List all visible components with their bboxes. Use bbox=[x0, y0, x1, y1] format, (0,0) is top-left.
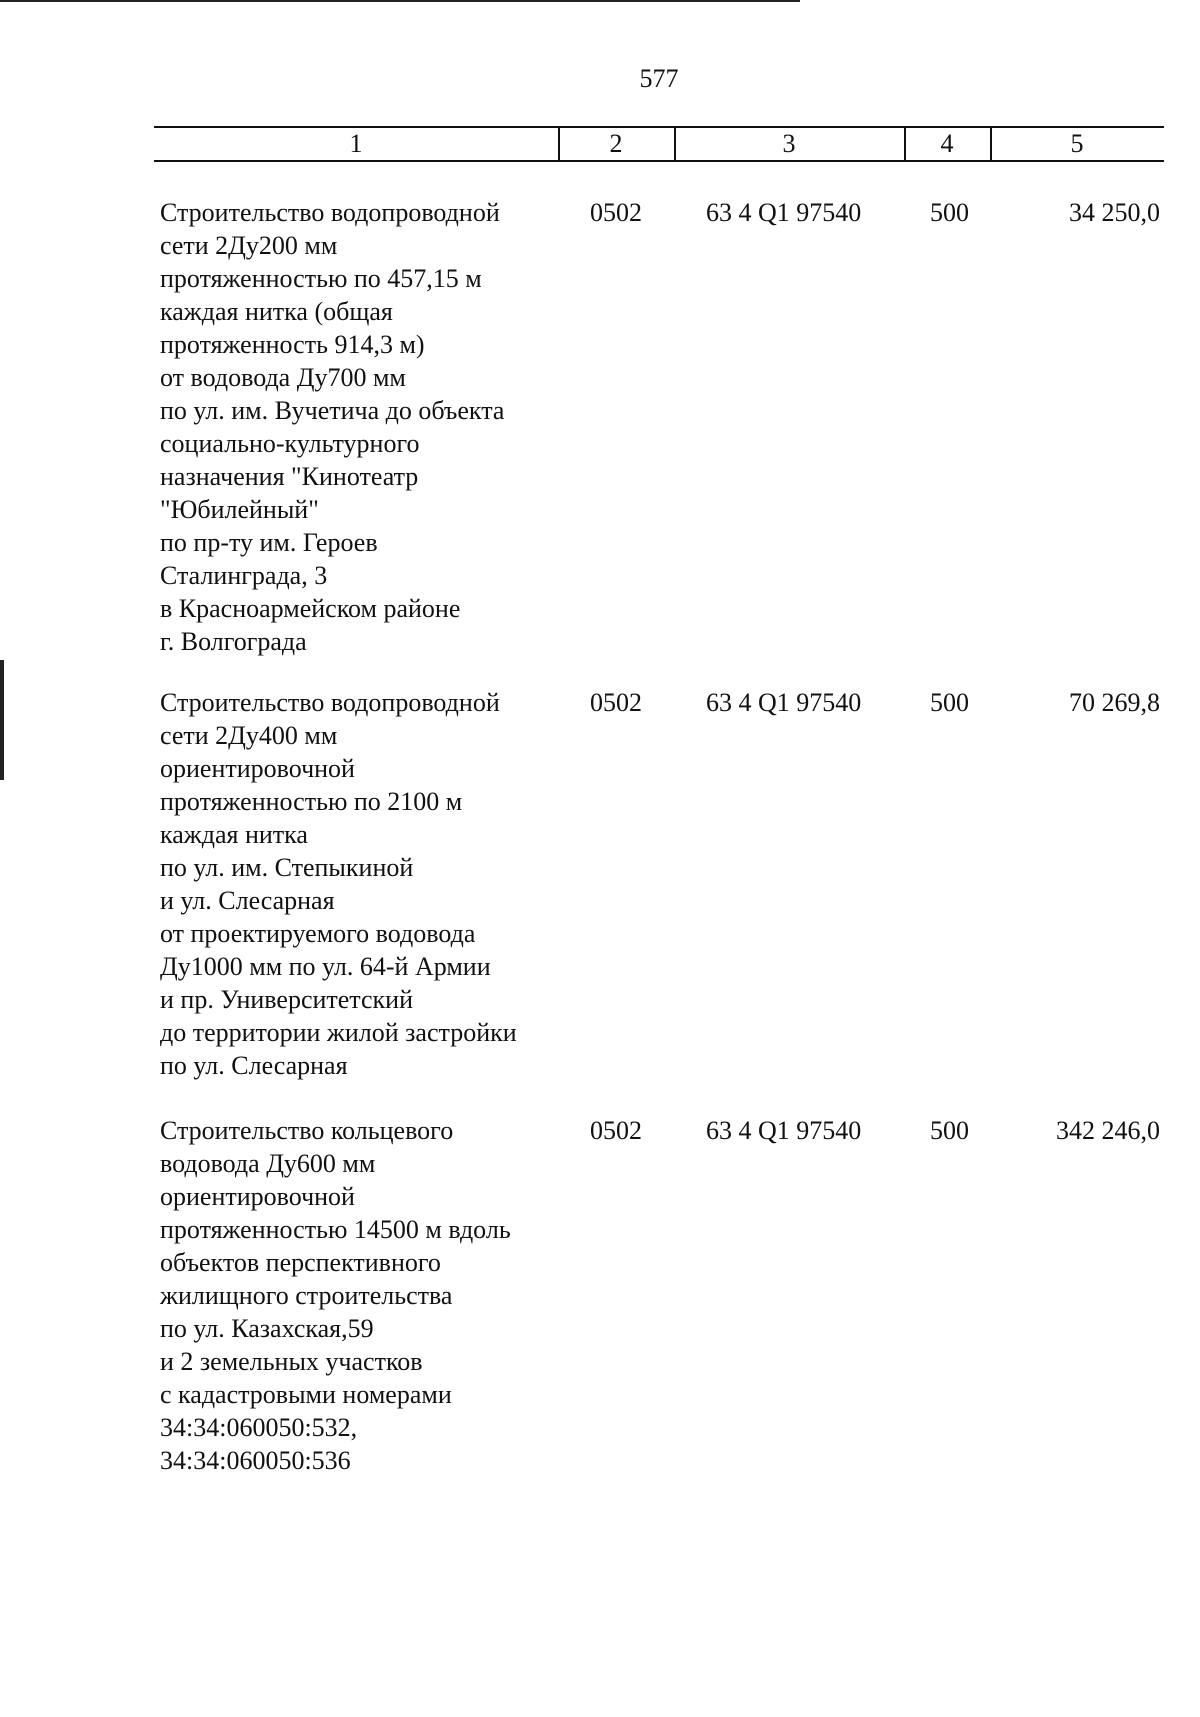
header-bottom-rule bbox=[154, 160, 1164, 162]
scan-edge-mark bbox=[0, 660, 4, 780]
row-type: 500 bbox=[930, 1116, 969, 1145]
row-section: 0502 bbox=[590, 198, 642, 227]
row-target: 63 4 Q1 97540 bbox=[706, 688, 862, 717]
header-col-5: 5 bbox=[1070, 129, 1084, 158]
header-col-1: 1 bbox=[349, 129, 363, 158]
row-type: 500 bbox=[930, 688, 969, 717]
row-name: Строительство кольцевого водовода Ду600 мм ориентировочной протяженностью 14500 м вдоль объектов перспективного жилищного строительства по ул. Казахская,59 и 2 земельных участков с кадастровыми номерами 34:34:060050:532, 34:34:060050:536 bbox=[160, 1116, 511, 1475]
table-header bbox=[154, 126, 1164, 162]
header-col-3: 3 bbox=[782, 129, 796, 158]
row-type: 500 bbox=[930, 198, 969, 227]
header-col-4: 4 bbox=[940, 129, 954, 158]
row-name: Строительство водопроводной сети 2Ду400 мм ориентировочной протяженностью по 2100 м каждая нитка по ул. им. Степыкиной и ул. Слесарная от проектируемого водовода Ду1000 мм по ул. 64-й Армии и пр. Университетский до территории жилой застройки по ул. Слесарная bbox=[160, 688, 517, 1080]
row-amount: 342 246,0 bbox=[1056, 1116, 1160, 1145]
header-top-rule bbox=[154, 126, 1164, 128]
row-target: 63 4 Q1 97540 bbox=[706, 1116, 862, 1145]
row-target: 63 4 Q1 97540 bbox=[706, 198, 862, 227]
row-section: 0502 bbox=[590, 688, 642, 717]
row-amount: 34 250,0 bbox=[1069, 198, 1160, 227]
row-name: Строительство водопроводной сети 2Ду200 мм протяженностью по 457,15 м каждая нитка (общая протяженность 914,3 м) от водовода Ду700 мм по ул. им. Вучетича до объекта социально-культурного назначения "Кинотеатр "Юбилейный" по пр-ту им. Героев Сталинграда, 3 в Красноармейском районе г. Волгограда bbox=[160, 198, 505, 656]
header-col-2: 2 bbox=[609, 129, 623, 158]
scan-edge-line bbox=[0, 0, 800, 2]
page-number: 577 bbox=[639, 64, 679, 93]
row-amount: 70 269,8 bbox=[1069, 688, 1160, 717]
row-section: 0502 bbox=[590, 1116, 642, 1145]
